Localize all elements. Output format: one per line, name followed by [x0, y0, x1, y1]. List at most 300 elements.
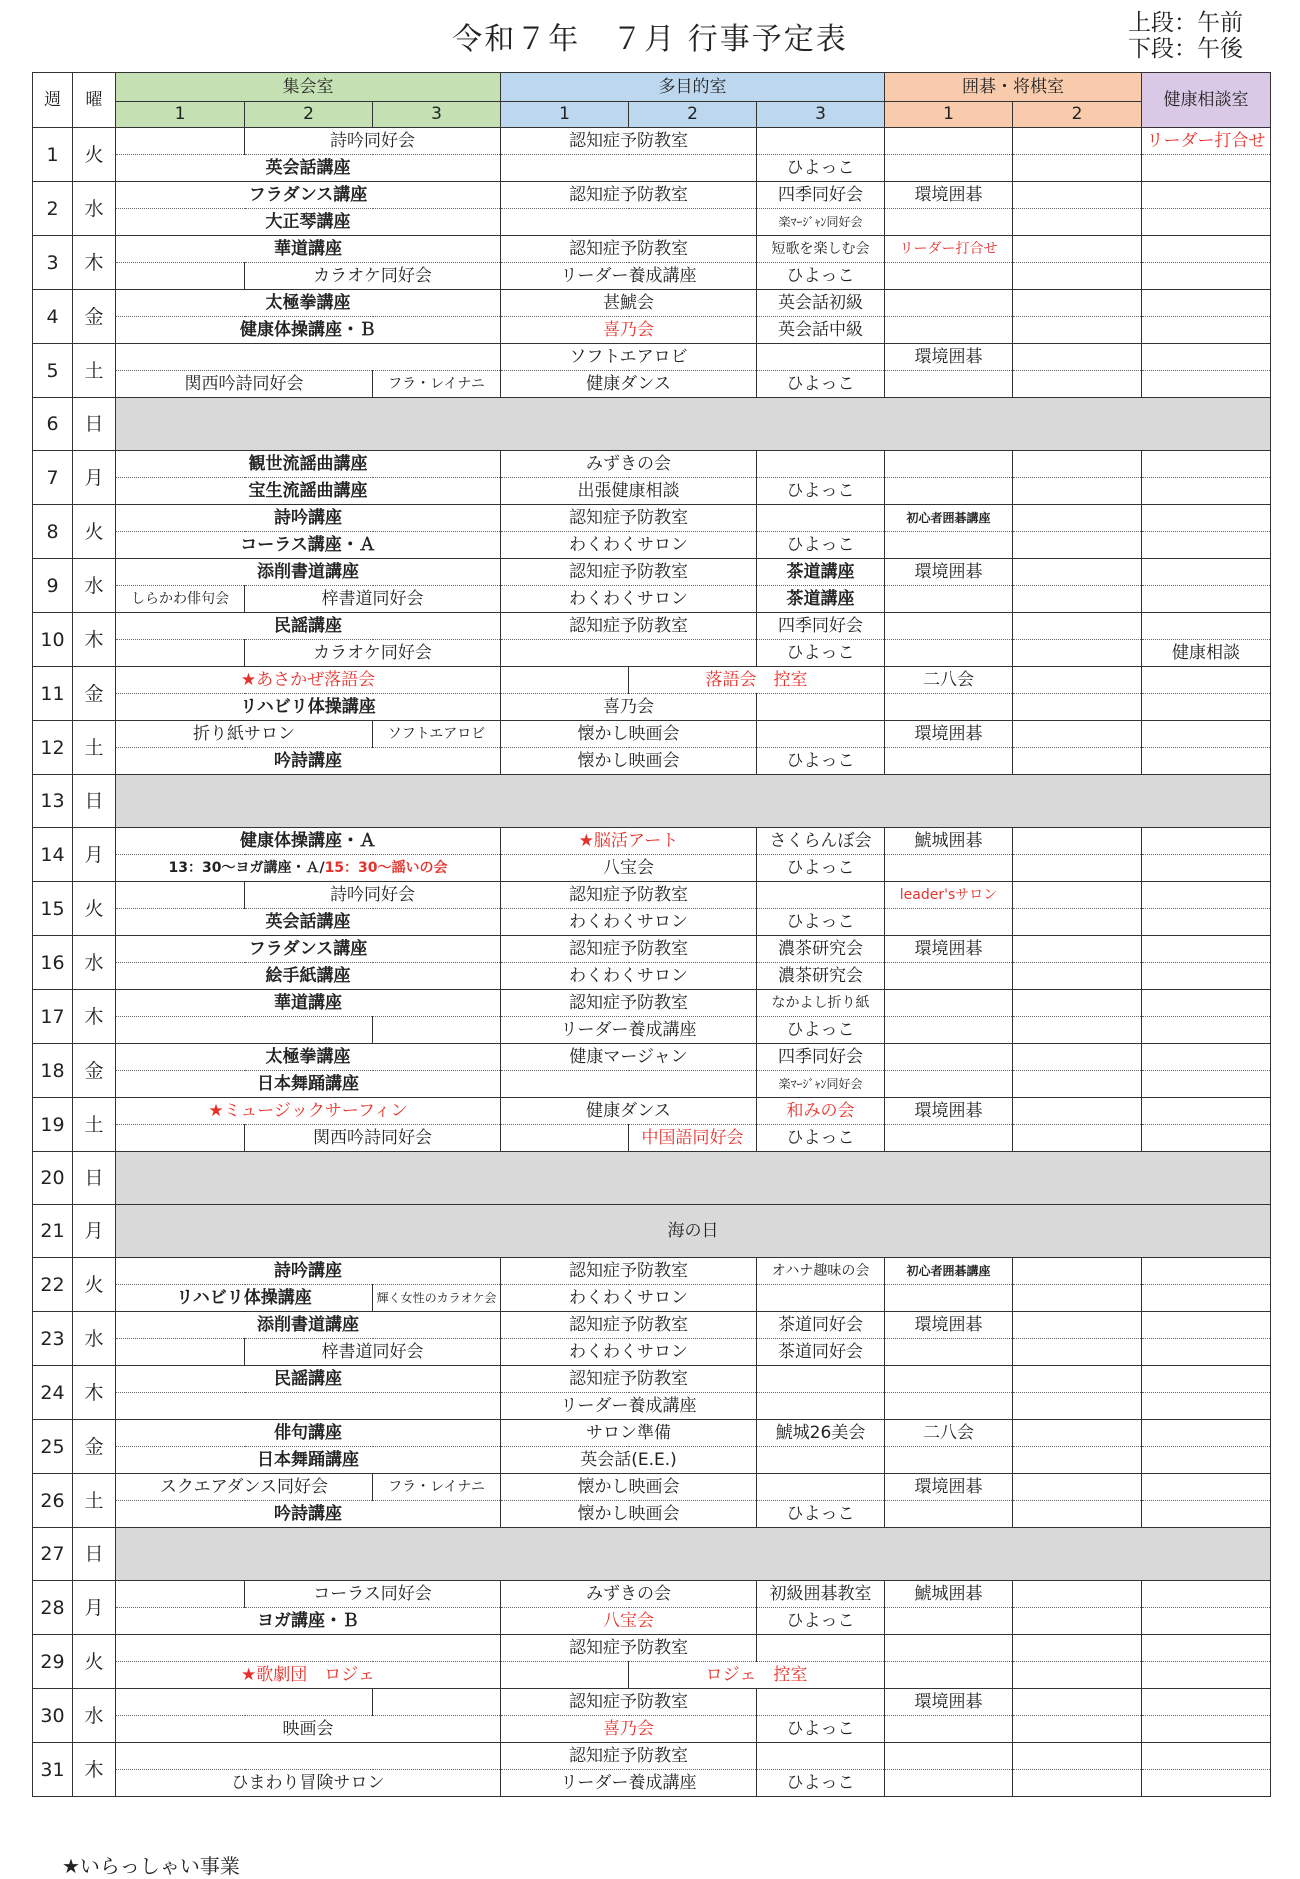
event-cell: 楽ﾏｰｼﾞｬﾝ同好会 — [757, 1071, 885, 1098]
empty-cell — [757, 721, 885, 748]
page-title: 令和７年 ７月 行事予定表 — [452, 22, 848, 57]
empty-cell — [757, 1689, 885, 1716]
event-cell: 健康マージャン — [501, 1044, 757, 1071]
event-cell: 甚鯱会 — [501, 290, 757, 317]
empty-cell — [1013, 371, 1142, 398]
day-row-14-am — [33, 828, 1271, 855]
day-row-22-am — [33, 1258, 1271, 1285]
subroom-header: 3 — [757, 102, 885, 128]
event-cell: わくわくサロン — [501, 963, 757, 990]
event-cell: 梓書道同好会 — [245, 1339, 501, 1366]
day-of-week: 日 — [73, 775, 116, 828]
empty-cell — [116, 855, 501, 882]
event-cell: 絵手紙講座 — [116, 963, 501, 990]
empty-cell — [757, 128, 885, 155]
subroom-header: 2 — [1013, 102, 1142, 128]
event-cell: みずきの会 — [501, 1581, 757, 1608]
day-row-1-am — [33, 128, 1271, 155]
subroom-header: 1 — [885, 102, 1013, 128]
event-cell: 認知症予防教室 — [501, 936, 757, 963]
empty-cell — [1142, 1393, 1271, 1420]
day-of-week: 土 — [73, 1098, 116, 1152]
event-cell: 大正琴講座 — [116, 209, 501, 236]
empty-cell — [1142, 451, 1271, 478]
empty-cell — [757, 505, 885, 532]
event-cell: 環境囲碁 — [885, 1689, 1013, 1716]
empty-cell — [1013, 1501, 1142, 1528]
day-row-16-am — [33, 936, 1271, 963]
empty-cell — [1013, 990, 1142, 1017]
day-number: 10 — [33, 613, 73, 667]
day-row-6 — [33, 398, 1271, 451]
day-number: 8 — [33, 505, 73, 559]
day-row-4-pm — [33, 317, 1271, 344]
day-of-week: 水 — [73, 1689, 116, 1743]
day-row-11-pm — [33, 694, 1271, 721]
event-cell: 詩吟講座 — [116, 1258, 501, 1285]
day-of-week: 水 — [73, 182, 116, 236]
empty-cell — [1013, 909, 1142, 936]
empty-cell — [885, 290, 1013, 317]
event-cell: ひよっこ — [757, 1501, 885, 1528]
event-cell: ひよっこ — [757, 1125, 885, 1152]
day-row-1-pm — [33, 155, 1271, 182]
empty-cell — [1013, 1608, 1142, 1635]
empty-cell — [1013, 882, 1142, 909]
event-cell: 認知症予防教室 — [501, 182, 757, 209]
event-cell: ヨガ講座・Ｂ — [116, 1608, 501, 1635]
event-cell: ソフトエアロビ — [373, 721, 501, 748]
event-cell: 吟詩講座 — [116, 748, 501, 775]
empty-cell — [1142, 1635, 1271, 1662]
empty-cell — [1013, 1312, 1142, 1339]
day-number: 14 — [33, 828, 73, 882]
day-row-27 — [33, 1528, 1271, 1581]
event-cell: 太極拳講座 — [116, 1044, 501, 1071]
empty-cell — [885, 1770, 1013, 1797]
event-cell: 健康体操講座・Ａ — [116, 828, 501, 855]
event-cell: ひよっこ — [757, 263, 885, 290]
event-cell: 華道講座 — [116, 236, 501, 263]
event-cell: 濃茶研究会 — [757, 963, 885, 990]
event-cell: リーダー打合せ — [1142, 128, 1271, 155]
empty-cell — [1013, 1125, 1142, 1152]
event-cell: 楽ﾏｰｼﾞｬﾝ同好会 — [757, 209, 885, 236]
event-cell: リハビリ体操講座 — [116, 1285, 373, 1312]
empty-cell — [1013, 667, 1142, 694]
day-row-28-am — [33, 1581, 1271, 1608]
empty-cell — [1142, 667, 1271, 694]
day-number: 13 — [33, 775, 73, 828]
day-row-20 — [33, 1152, 1271, 1205]
day-number: 12 — [33, 721, 73, 775]
event-cell: リーダー養成講座 — [501, 1393, 757, 1420]
day-of-week: 火 — [73, 1635, 116, 1689]
day-number: 29 — [33, 1635, 73, 1689]
event-cell: ひよっこ — [757, 155, 885, 182]
day-number: 7 — [33, 451, 73, 505]
event-cell: ★脳活アート — [501, 828, 757, 855]
holiday-cell — [116, 775, 1271, 828]
event-cell: leader'sサロン — [885, 882, 1013, 909]
event-cell: 俳句講座 — [116, 1420, 501, 1447]
empty-cell — [757, 1447, 885, 1474]
empty-cell — [1142, 1312, 1271, 1339]
subroom-header: 3 — [373, 102, 501, 128]
event-cell: 認知症予防教室 — [501, 559, 757, 586]
event-cell: リーダー養成講座 — [501, 1770, 757, 1797]
day-number: 27 — [33, 1528, 73, 1581]
event-cell: 環境囲碁 — [885, 1312, 1013, 1339]
day-row-12-am — [33, 721, 1271, 748]
event-cell: 和みの会 — [757, 1098, 885, 1125]
event-cell: 英会話講座 — [116, 909, 501, 936]
empty-cell — [1013, 1770, 1142, 1797]
empty-cell — [1013, 1017, 1142, 1044]
empty-cell — [1142, 344, 1271, 371]
event-cell: 環境囲碁 — [885, 721, 1013, 748]
event-cell: 認知症予防教室 — [501, 1743, 757, 1770]
day-number: 24 — [33, 1366, 73, 1420]
empty-cell — [116, 1743, 501, 1770]
empty-cell — [885, 1125, 1013, 1152]
event-cell: 添削書道講座 — [116, 559, 501, 586]
day-of-week: 月 — [73, 1581, 116, 1635]
event-cell: ひよっこ — [757, 909, 885, 936]
event-cell: 吟詩講座 — [116, 1501, 501, 1528]
event-cell: 喜乃会 — [501, 317, 757, 344]
empty-cell — [885, 209, 1013, 236]
empty-cell — [1013, 1447, 1142, 1474]
empty-cell — [1013, 1689, 1142, 1716]
event-cell: なかよし折り紙 — [757, 990, 885, 1017]
day-row-15-am — [33, 882, 1271, 909]
dow-header: 曜 — [73, 73, 116, 128]
day-row-4-am — [33, 290, 1271, 317]
event-cell: 認知症予防教室 — [501, 1635, 757, 1662]
empty-cell — [1142, 559, 1271, 586]
day-of-week: 日 — [73, 1152, 116, 1205]
empty-cell — [116, 640, 245, 667]
event-cell: ひよっこ — [757, 855, 885, 882]
event-cell: 認知症予防教室 — [501, 613, 757, 640]
empty-cell — [501, 640, 757, 667]
empty-cell — [1142, 694, 1271, 721]
subroom-header: 2 — [245, 102, 373, 128]
event-cell: 認知症予防教室 — [501, 1366, 757, 1393]
event-cell: 添削書道講座 — [116, 1312, 501, 1339]
empty-cell — [116, 344, 501, 371]
event-cell: 観世流謡曲講座 — [116, 451, 501, 478]
day-number: 1 — [33, 128, 73, 182]
empty-cell — [1013, 721, 1142, 748]
day-row-31-am — [33, 1743, 1271, 1770]
event-cell: 健康ダンス — [501, 1098, 757, 1125]
empty-cell — [1142, 990, 1271, 1017]
empty-cell — [1142, 1662, 1271, 1689]
empty-cell — [1013, 640, 1142, 667]
empty-cell — [885, 990, 1013, 1017]
event-cell: 英会話講座 — [116, 155, 501, 182]
empty-cell — [1142, 1339, 1271, 1366]
empty-cell — [1142, 209, 1271, 236]
event-cell: 鯱城囲碁 — [885, 1581, 1013, 1608]
empty-cell — [885, 909, 1013, 936]
day-row-11-am — [33, 667, 1271, 694]
empty-cell — [1013, 1044, 1142, 1071]
event-cell: コーラス同好会 — [245, 1581, 501, 1608]
empty-cell — [885, 317, 1013, 344]
empty-cell — [757, 882, 885, 909]
event-cell: わくわくサロン — [501, 586, 757, 613]
empty-cell — [1142, 317, 1271, 344]
day-row-25-pm — [33, 1447, 1271, 1474]
event-cell: フラ・レイナニ — [373, 371, 501, 398]
empty-cell — [1142, 1366, 1271, 1393]
day-row-29-pm — [33, 1662, 1271, 1689]
event-cell: ロジェ 控室 — [629, 1662, 885, 1689]
day-row-21 — [33, 1205, 1271, 1258]
event-cell: 詩吟同好会 — [245, 882, 501, 909]
empty-cell — [1142, 1285, 1271, 1312]
empty-cell — [885, 1285, 1013, 1312]
empty-cell — [885, 1017, 1013, 1044]
empty-cell — [116, 1635, 501, 1662]
empty-cell — [1142, 263, 1271, 290]
event-cell: 落語会 控室 — [629, 667, 885, 694]
empty-cell — [885, 451, 1013, 478]
event-cell: 折り紙サロン — [116, 721, 373, 748]
empty-cell — [116, 1017, 373, 1044]
empty-cell — [1013, 1366, 1142, 1393]
event-cell: 二八会 — [885, 1420, 1013, 1447]
empty-cell — [116, 1393, 501, 1420]
event-cell: 懐かし映画会 — [501, 1501, 757, 1528]
day-row-2-pm — [33, 209, 1271, 236]
day-of-week: 木 — [73, 1366, 116, 1420]
event-cell: 映画会 — [116, 1716, 501, 1743]
event-cell: 中国語同好会 — [629, 1125, 757, 1152]
empty-cell — [1013, 828, 1142, 855]
event-cell: ★歌劇団 ロジェ — [116, 1662, 501, 1689]
empty-cell — [501, 1071, 757, 1098]
week-header: 週 — [33, 73, 73, 128]
event-cell: 懐かし映画会 — [501, 1474, 757, 1501]
event-cell: リーダー打合せ — [885, 236, 1013, 263]
day-row-12-pm — [33, 748, 1271, 775]
empty-cell — [885, 640, 1013, 667]
day-number: 9 — [33, 559, 73, 613]
empty-cell — [885, 1447, 1013, 1474]
empty-cell — [885, 1635, 1013, 1662]
event-cell: わくわくサロン — [501, 1285, 757, 1312]
empty-cell — [1013, 182, 1142, 209]
event-cell: 民謡講座 — [116, 613, 501, 640]
event-cell: 茶道同好会 — [757, 1312, 885, 1339]
event-cell: 環境囲碁 — [885, 1474, 1013, 1501]
day-of-week: 土 — [73, 344, 116, 398]
empty-cell — [1142, 532, 1271, 559]
empty-cell — [1142, 1581, 1271, 1608]
day-row-30-am — [33, 1689, 1271, 1716]
day-number: 21 — [33, 1205, 73, 1258]
empty-cell — [1142, 721, 1271, 748]
empty-cell — [1013, 1716, 1142, 1743]
day-row-10-pm — [33, 640, 1271, 667]
empty-cell — [1013, 344, 1142, 371]
header-row-subrooms — [33, 102, 1271, 128]
empty-cell — [373, 1689, 501, 1716]
event-cell: 認知症予防教室 — [501, 990, 757, 1017]
event-cell: 初級囲碁教室 — [757, 1581, 885, 1608]
day-row-23-pm — [33, 1339, 1271, 1366]
day-number: 23 — [33, 1312, 73, 1366]
day-number: 4 — [33, 290, 73, 344]
event-cell: 出張健康相談 — [501, 478, 757, 505]
day-number: 28 — [33, 1581, 73, 1635]
day-of-week: 月 — [73, 451, 116, 505]
empty-cell — [373, 1017, 501, 1044]
day-of-week: 日 — [73, 398, 116, 451]
empty-cell — [885, 532, 1013, 559]
empty-cell — [1142, 371, 1271, 398]
holiday-cell — [116, 398, 1271, 451]
event-cell: みずきの会 — [501, 451, 757, 478]
day-row-26-am — [33, 1474, 1271, 1501]
empty-cell — [1142, 1125, 1271, 1152]
room-header: 健康相談室 — [1142, 73, 1271, 128]
room-header: 集会室 — [116, 73, 501, 102]
event-cell: 詩吟同好会 — [245, 128, 501, 155]
empty-cell — [1142, 1420, 1271, 1447]
empty-cell — [116, 1339, 245, 1366]
day-of-week: 金 — [73, 1420, 116, 1474]
day-row-25-am — [33, 1420, 1271, 1447]
legend-pm: 下段：午後 — [1128, 36, 1243, 62]
empty-cell — [1142, 963, 1271, 990]
event-cell: 懐かし映画会 — [501, 748, 757, 775]
day-row-17-pm — [33, 1017, 1271, 1044]
empty-cell — [1142, 909, 1271, 936]
event-cell: ひよっこ — [757, 371, 885, 398]
day-number: 31 — [33, 1743, 73, 1797]
day-row-17-am — [33, 990, 1271, 1017]
day-row-24-pm — [33, 1393, 1271, 1420]
day-row-31-pm — [33, 1770, 1271, 1797]
empty-cell — [1013, 1635, 1142, 1662]
event-cell: カラオケ同好会 — [245, 640, 501, 667]
empty-cell — [1013, 559, 1142, 586]
empty-cell — [501, 155, 757, 182]
event-cell: ソフトエアロビ — [501, 344, 757, 371]
day-of-week: 水 — [73, 559, 116, 613]
day-row-3-pm — [33, 263, 1271, 290]
event-cell: サロン準備 — [501, 1420, 757, 1447]
empty-cell — [1013, 694, 1142, 721]
day-row-18-pm — [33, 1071, 1271, 1098]
day-number: 26 — [33, 1474, 73, 1528]
empty-cell — [1013, 532, 1142, 559]
event-cell: ひよっこ — [757, 1017, 885, 1044]
empty-cell — [1142, 613, 1271, 640]
empty-cell — [885, 1393, 1013, 1420]
event-cell: ひよっこ — [757, 532, 885, 559]
empty-cell — [1013, 1474, 1142, 1501]
empty-cell — [1142, 1474, 1271, 1501]
day-row-7-am — [33, 451, 1271, 478]
event-cell: 認知症予防教室 — [501, 1258, 757, 1285]
day-row-8-pm — [33, 532, 1271, 559]
day-number: 20 — [33, 1152, 73, 1205]
day-of-week: 水 — [73, 936, 116, 990]
time-legend — [1128, 10, 1243, 62]
day-row-19-pm — [33, 1125, 1271, 1152]
empty-cell — [885, 586, 1013, 613]
empty-cell — [1013, 963, 1142, 990]
empty-cell — [757, 451, 885, 478]
empty-cell — [885, 128, 1013, 155]
empty-cell — [1142, 936, 1271, 963]
event-cell: 八宝会 — [501, 1608, 757, 1635]
empty-cell — [885, 1044, 1013, 1071]
day-of-week: 金 — [73, 667, 116, 721]
empty-cell — [1013, 1743, 1142, 1770]
day-number: 18 — [33, 1044, 73, 1098]
event-cell: 鯱城26美会 — [757, 1420, 885, 1447]
empty-cell — [1013, 155, 1142, 182]
empty-cell — [1013, 290, 1142, 317]
day-of-week: 月 — [73, 1205, 116, 1258]
empty-cell — [1142, 1017, 1271, 1044]
event-cell: ★ミュージックサーフィン — [116, 1098, 501, 1125]
day-number: 11 — [33, 667, 73, 721]
empty-cell — [1013, 1339, 1142, 1366]
empty-cell — [1013, 855, 1142, 882]
schedule-body — [33, 73, 1271, 1797]
empty-cell — [1142, 1501, 1271, 1528]
empty-cell — [501, 1662, 629, 1689]
event-cell: しらかわ俳句会 — [116, 586, 245, 613]
empty-cell — [1013, 505, 1142, 532]
empty-cell — [885, 1339, 1013, 1366]
empty-cell — [885, 1501, 1013, 1528]
empty-cell — [1013, 1258, 1142, 1285]
event-cell: ひよっこ — [757, 748, 885, 775]
event-cell: 喜乃会 — [501, 1716, 757, 1743]
empty-cell — [1142, 1258, 1271, 1285]
empty-cell — [885, 694, 1013, 721]
room-header: 多目的室 — [501, 73, 885, 102]
empty-cell — [757, 1393, 885, 1420]
day-row-9-am — [33, 559, 1271, 586]
header-row-rooms — [33, 73, 1271, 102]
empty-cell — [1013, 128, 1142, 155]
empty-cell — [885, 371, 1013, 398]
empty-cell — [501, 667, 629, 694]
empty-cell — [1013, 1285, 1142, 1312]
day-row-19-am — [33, 1098, 1271, 1125]
room-header: 囲碁・将棋室 — [885, 73, 1142, 102]
event-cell: 英会話(E.E.) — [501, 1447, 757, 1474]
empty-cell — [1142, 1716, 1271, 1743]
event-cell: 関西吟詩同好会 — [116, 371, 373, 398]
subroom-header: 1 — [116, 102, 245, 128]
event-cell: スクエアダンス同好会 — [116, 1474, 373, 1501]
day-of-week: 火 — [73, 505, 116, 559]
day-of-week: 金 — [73, 1044, 116, 1098]
empty-cell — [1013, 1662, 1142, 1689]
event-cell: 太極拳講座 — [116, 290, 501, 317]
